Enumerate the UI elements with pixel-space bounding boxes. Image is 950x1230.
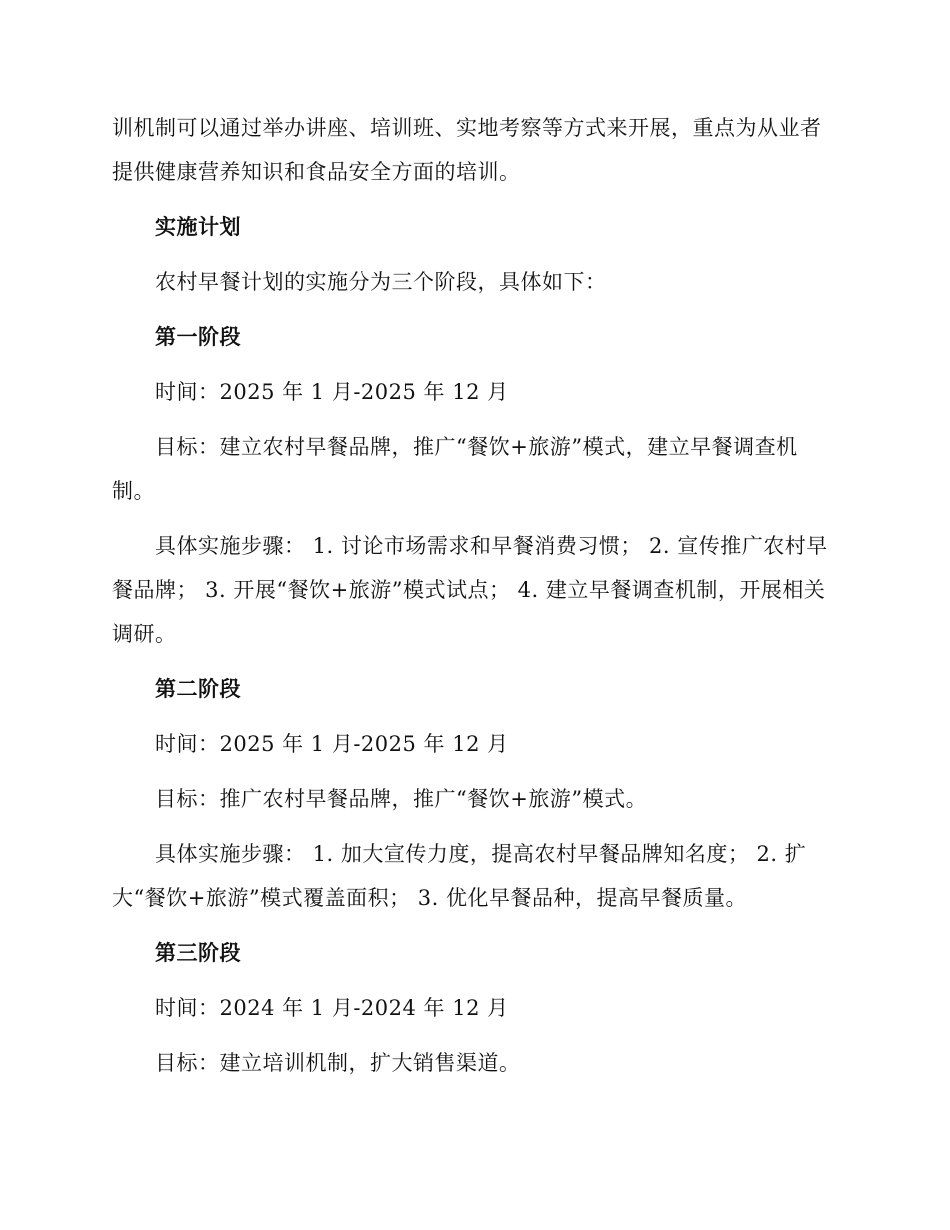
stage-2-goal: 目标：推广农村早餐品牌，推广“餐饮+旅游”模式。 [155,787,648,811]
stage-1-steps: 具体实施步骤： 1. 讨论市场需求和早餐消费习惯； 2. 宣传推广农村早餐品牌； 3. 开展“餐饮+旅游”模式试点； 4. 建立早餐调查机制，开展相关调研。 [112,534,828,646]
stage-2-steps: 具体实施步骤： 1. 加大宣传力度，提高农村早餐品牌知名度； 2. 扩大“餐饮+旅游”模式覆盖面积； 3. 优化早餐品种，提高早餐质量。 [112,842,807,910]
stage-1-goal: 目标：建立农村早餐品牌，推广“餐饮+旅游”模式，建立早餐调查机制。 [112,435,798,503]
stage-1-heading: 第一阶段 [155,325,241,349]
stage-3-heading: 第三阶段 [155,941,241,965]
plan-heading: 实施计划 [155,215,241,239]
stage-2-heading: 第二阶段 [155,677,241,701]
stage-2-time: 时间：2025 年 1 月-2025 年 12 月 [155,732,509,756]
stage-3-time: 时间：2024 年 1 月-2024 年 12 月 [155,996,509,1020]
stage-1-time: 时间：2025 年 1 月-2025 年 12 月 [155,380,509,404]
intro-paragraph: 训机制可以通过举办讲座、培训班、实地考察等方式来开展，重点为从业者提供健康营养知识和食品安全方面的培训。 [112,116,822,184]
document-body [112,106,832,1096]
stage-3-goal: 目标：建立培训机制，扩大销售渠道。 [155,1051,521,1075]
plan-intro: 农村早餐计划的实施分为三个阶段，具体如下： [155,270,607,294]
